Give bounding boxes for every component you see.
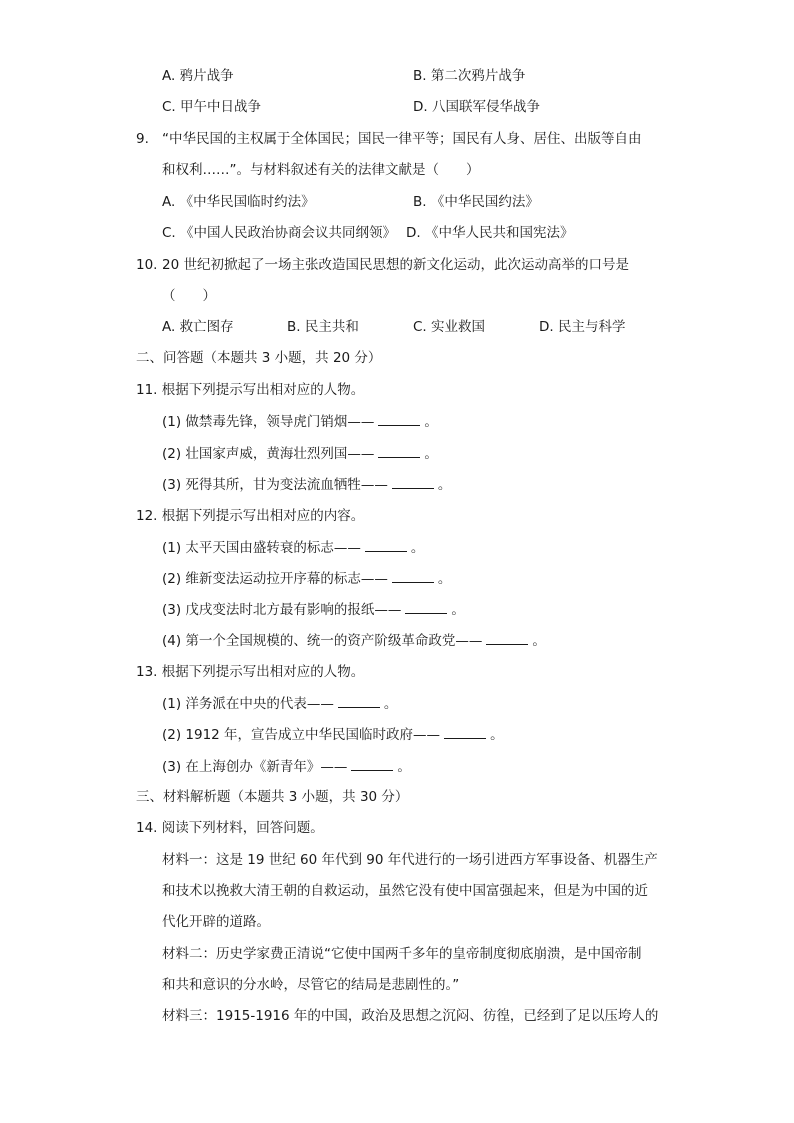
q14-material-3-line1: 材料三：1915-1916 年的中国，政治及思想之沉闷、彷徨，已经到了足以压垮人的 — [162, 1008, 659, 1024]
q13-item-3-text: (3) 在上海创办《新青年》—— — [162, 759, 348, 775]
answer-blank[interactable] — [392, 475, 434, 489]
section-3-heading: 三、材料解析题（本题共 3 小题，共 30 分） — [136, 789, 409, 805]
q9-option-d[interactable]: D. 《中华人民共和国宪法》 — [406, 225, 574, 241]
end-mark: 。 — [437, 571, 452, 587]
q12-item-3-text: (3) 戊戌变法时北方最有影响的报纸—— — [162, 602, 402, 618]
q12-item-4 — [162, 631, 546, 650]
q13-stem: 13. 根据下列提示写出相对应的人物。 — [136, 664, 365, 680]
q12-item-3 — [162, 600, 465, 619]
answer-blank[interactable] — [338, 694, 380, 708]
q13-item-1 — [162, 694, 397, 713]
q12-item-4-text: (4) 第一个全国规模的、统一的资产阶级革命政党—— — [162, 633, 483, 649]
end-mark: 。 — [383, 696, 398, 712]
end-mark: 。 — [397, 759, 411, 775]
q10-option-c[interactable]: C. 实业救国 — [413, 319, 486, 335]
q9-stem-line2: 和权利……”。与材料叙述有关的法律文献是（ ） — [162, 162, 480, 178]
q10-option-b[interactable]: B. 民主共和 — [287, 319, 359, 335]
q14-material-2-line2: 和共和意识的分水岭，尽管它的结局是悲剧性的。” — [162, 977, 460, 993]
q8-option-d[interactable]: D. 八国联军侵华战争 — [413, 99, 540, 115]
q8-option-c[interactable]: C. 甲午中日战争 — [162, 99, 262, 115]
q9-option-a[interactable]: A. 《中华民国临时约法》 — [162, 194, 315, 210]
answer-blank[interactable] — [365, 538, 407, 552]
end-mark: 。 — [424, 446, 438, 462]
q10-option-d[interactable]: D. 民主与科学 — [539, 319, 626, 335]
q13-item-2 — [162, 725, 504, 744]
q9-number: 9. — [136, 131, 149, 147]
answer-blank[interactable] — [405, 600, 447, 614]
answer-blank[interactable] — [378, 444, 420, 458]
q12-item-1 — [162, 538, 424, 557]
answer-blank[interactable] — [444, 725, 486, 739]
q13-item-2-text: (2) 1912 年，宣告成立中华民国临时政府—— — [162, 727, 441, 743]
end-mark: 。 — [424, 414, 438, 430]
section-2-heading: 二、问答题（本题共 3 小题，共 20 分） — [136, 350, 382, 366]
q10-stem-line1: 20 世纪初掀起了一场主张改造国民思想的新文化运动，此次运动高举的口号是 — [162, 257, 629, 273]
end-mark: 。 — [451, 602, 465, 618]
q14-material-1-line3: 代化开辟的道路。 — [162, 914, 270, 930]
q11-item-3 — [162, 475, 451, 494]
q9-option-b[interactable]: B. 《中华民国约法》 — [413, 194, 539, 210]
q12-item-2 — [162, 569, 451, 588]
answer-blank[interactable] — [392, 569, 434, 583]
q10-number: 10. — [136, 257, 158, 273]
q14-material-1-line1: 材料一：这是 19 世纪 60 年代到 90 年代进行的一场引进西方军事设备、机器生产 — [162, 852, 658, 868]
q13-item-3 — [162, 757, 411, 776]
end-mark: 。 — [490, 727, 504, 743]
q9-stem-line1: “中华民国的主权属于全体国民；国民一律平等；国民有人身、居住、出版等自由 — [162, 131, 642, 147]
q11-item-2 — [162, 444, 438, 463]
end-mark: 。 — [532, 633, 546, 649]
q14-material-1-line2: 和技术以挽救大清王朝的自救运动，虽然它没有使中国富强起来，但是为中国的近 — [162, 883, 648, 899]
q12-stem: 12. 根据下列提示写出相对应的内容。 — [136, 508, 365, 524]
q11-item-3-text: (3) 死得其所，甘为变法流血牺牲—— — [162, 477, 388, 493]
q9-option-c[interactable]: C. 《中国人民政治协商会议共同纲领》 — [162, 225, 397, 241]
q8-option-a[interactable]: A. 鸦片战争 — [162, 68, 234, 84]
answer-blank[interactable] — [486, 631, 528, 645]
answer-blank[interactable] — [351, 757, 393, 771]
q11-item-2-text: (2) 壮国家声威，黄海壮烈列国—— — [162, 446, 375, 462]
q12-item-2-text: (2) 维新变法运动拉开序幕的标志—— — [162, 571, 388, 587]
q14-stem: 14. 阅读下列材料，回答问题。 — [136, 820, 324, 836]
q11-stem: 11. 根据下列提示写出相对应的人物。 — [136, 382, 365, 398]
q12-item-1-text: (1) 太平天国由盛转衰的标志—— — [162, 540, 361, 556]
q8-option-b[interactable]: B. 第二次鸦片战争 — [413, 68, 526, 84]
q14-material-2-line1: 材料二：历史学家费正清说“它使中国两千多年的皇帝制度彻底崩溃，是中国帝制 — [162, 946, 642, 962]
end-mark: 。 — [437, 477, 452, 493]
q13-item-1-text: (1) 洋务派在中央的代表—— — [162, 696, 334, 712]
q10-stem-line2: （ ） — [162, 288, 216, 304]
q11-item-1 — [162, 412, 438, 431]
q11-item-1-text: (1) 做禁毒先锋，领导虎门销烟—— — [162, 414, 375, 430]
q10-option-a[interactable]: A. 救亡图存 — [162, 319, 234, 335]
end-mark: 。 — [410, 540, 425, 556]
answer-blank[interactable] — [378, 412, 420, 426]
